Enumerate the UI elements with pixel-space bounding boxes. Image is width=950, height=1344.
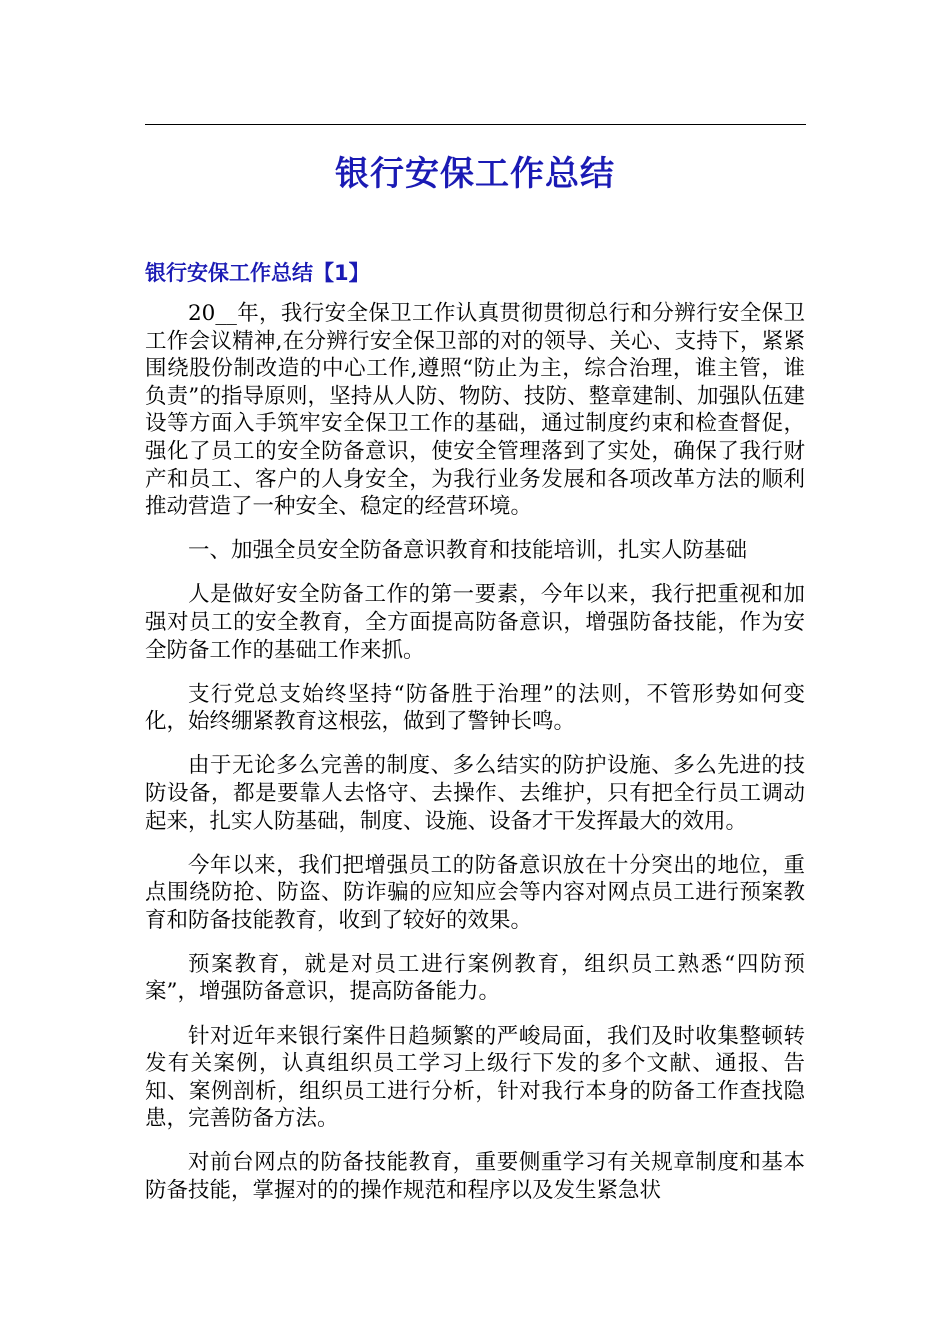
paragraph-truncated: 对前台网点的防备技能教育，重要侧重学习有关规章制度和基本防备技能，掌握对的的操作规范和程序以及发生紧急状 (145, 1150, 805, 1204)
paragraph: 预案教育，就是对员工进行案例教育，组织员工熟悉“四防预案”，增强防备意识，提高防备能力。 (145, 951, 805, 1005)
paragraph-intro: 20__年，我行安全保卫工作认真贯彻贯彻总行和分辨行安全保卫工作会议精神,在分辨行安全保卫部的对的领导、关心、支持下，紧紧围绕股份制改造的中心工作,遵照“防止为主，综合治理，谁主管，谁负责”的指导原则，坚持从人防、物防、技防、整章建制、加强队伍建设等方面入手筑牢安全保卫工作的基础，通过制度约束和检查督促，强化了员工的安全防备意识，使安全管理落到了实处，确保了我行财产和员工、客户的人身安全，为我行业务发展和各项改革方法的顺利推动营造了一种安全、稳定的经营环境。 (145, 301, 805, 520)
section-heading: 银行安保工作总结【1】 (145, 261, 370, 285)
document-title: 银行安保工作总结 (335, 154, 615, 194)
paragraph: 由于无论多么完善的制度、多么结实的防护设施、多么先进的技防设备，都是要靠人去恪守、去操作、去维护，只有把全行员工调动起来，扎实人防基础，制度、设施、设备才干发挥最大的效用。 (145, 753, 805, 834)
paragraph: 支行党总支始终坚持“防备胜于治理”的法则，不管形势如何变化，始终绷紧教育这根弦，做到了警钟长鸣。 (145, 681, 805, 735)
paragraph: 今年以来，我们把增强员工的防备意识放在十分突出的地位，重点围绕防抢、防盗、防诈骗的应知应会等内容对网点员工进行预案教育和防备技能教育，收到了较好的效果。 (145, 852, 805, 933)
paragraph: 人是做好安全防备工作的第一要素，今年以来，我行把重视和加强对员工的安全教育，全方面提高防备意识，增强防备技能，作为安全防备工作的基础工作来抓。 (145, 582, 805, 663)
paragraph: 针对近年来银行案件日趋频繁的严峻局面，我们及时收集整顿转发有关案例，认真组织员工学习上级行下发的多个文献、通报、告知、案例剖析，组织员工进行分析，针对我行本身的防备工作查找隐患，完善防备方法。 (145, 1023, 805, 1132)
header-rule (145, 124, 806, 125)
document-body (145, 300, 805, 1221)
paragraph-subheading-1: 一、加强全员安全防备意识教育和技能培训，扎实人防基础 (188, 538, 748, 564)
